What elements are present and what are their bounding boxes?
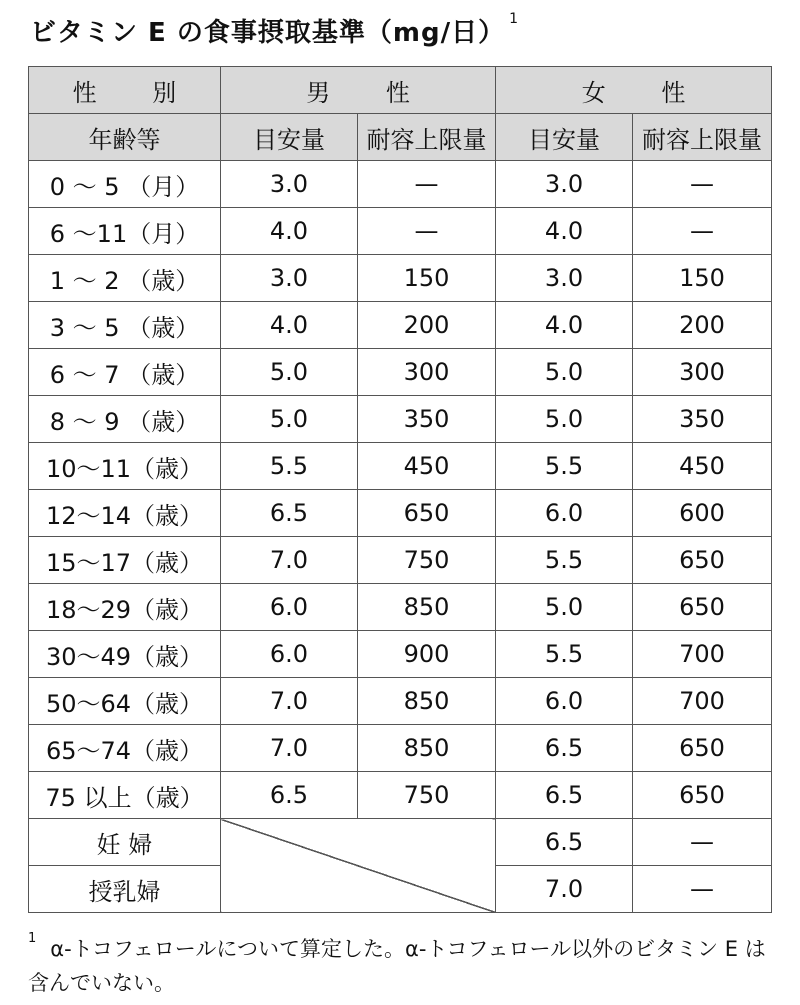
age-cell: 6 ～11（月） <box>29 208 221 255</box>
male-adequate-cell: 3.0 <box>221 161 358 208</box>
female-adequate-cell: 6.5 <box>496 725 633 772</box>
male-upper-cell: 750 <box>358 772 496 819</box>
table-row <box>29 255 772 302</box>
page-title <box>30 12 519 49</box>
male-adequate-cell: 7.0 <box>221 537 358 584</box>
age-cell: 授乳婦 <box>29 866 221 913</box>
female-adequate-cell: 5.5 <box>496 443 633 490</box>
title-text: ビタミン E の食事摂取基準（mg/日） <box>30 18 506 48</box>
table-row <box>29 819 772 866</box>
male-adequate-cell: 4.0 <box>221 208 358 255</box>
age-cell: 10～11（歳） <box>29 443 221 490</box>
female-upper-cell: — <box>633 819 772 866</box>
female-upper-cell: 650 <box>633 537 772 584</box>
table-row <box>29 302 772 349</box>
male-upper-cell: 450 <box>358 443 496 490</box>
female-adequate-cell: 3.0 <box>496 255 633 302</box>
female-upper-cell: — <box>633 208 772 255</box>
table-row <box>29 161 772 208</box>
header-row-sex <box>29 67 772 114</box>
female-adequate-cell: 3.0 <box>496 161 633 208</box>
male-adequate-cell: 7.0 <box>221 725 358 772</box>
table-row <box>29 678 772 725</box>
female-upper-cell: 200 <box>633 302 772 349</box>
male-adequate-cell: 3.0 <box>221 255 358 302</box>
male-adequate-cell: 6.5 <box>221 490 358 537</box>
male-upper-cell: 350 <box>358 396 496 443</box>
female-adequate-cell: 4.0 <box>496 302 633 349</box>
footnote-text: α-トコフェロールについて算定した。α-トコフェロール以外のビタミン E は含んでいない。 <box>28 937 766 995</box>
female-upper-cell: 700 <box>633 631 772 678</box>
male-upper-cell: — <box>358 208 496 255</box>
female-upper-cell: 350 <box>633 396 772 443</box>
table-row <box>29 208 772 255</box>
age-cell: 30～49（歳） <box>29 631 221 678</box>
female-adequate-cell: 4.0 <box>496 208 633 255</box>
age-cell: 15～17（歳） <box>29 537 221 584</box>
footnote <box>28 928 778 1000</box>
header-male-adequate: 目安量 <box>221 114 358 161</box>
female-adequate-cell: 5.0 <box>496 584 633 631</box>
female-upper-cell: — <box>633 161 772 208</box>
header-female-adequate: 目安量 <box>496 114 633 161</box>
female-adequate-cell: 5.5 <box>496 537 633 584</box>
male-upper-cell: 150 <box>358 255 496 302</box>
male-upper-cell: 300 <box>358 349 496 396</box>
footnote-marker: 1 <box>28 931 37 946</box>
age-cell: 12～14（歳） <box>29 490 221 537</box>
not-applicable-diagonal-cell <box>221 819 496 913</box>
male-adequate-cell: 6.0 <box>221 584 358 631</box>
table-row <box>29 631 772 678</box>
table-row <box>29 584 772 631</box>
male-adequate-cell: 6.0 <box>221 631 358 678</box>
male-upper-cell: 850 <box>358 584 496 631</box>
male-upper-cell: 650 <box>358 490 496 537</box>
table-row <box>29 725 772 772</box>
table-row <box>29 349 772 396</box>
male-upper-cell: 900 <box>358 631 496 678</box>
table-row <box>29 396 772 443</box>
table-row <box>29 490 772 537</box>
female-upper-cell: 150 <box>633 255 772 302</box>
female-adequate-cell: 5.5 <box>496 631 633 678</box>
female-adequate-cell: 6.5 <box>496 819 633 866</box>
header-row-measures <box>29 114 772 161</box>
age-cell: 65～74（歳） <box>29 725 221 772</box>
male-adequate-cell: 5.0 <box>221 396 358 443</box>
table-row <box>29 443 772 490</box>
male-adequate-cell: 5.5 <box>221 443 358 490</box>
male-upper-cell: 750 <box>358 537 496 584</box>
header-sex: 性 別 <box>29 67 221 114</box>
male-adequate-cell: 7.0 <box>221 678 358 725</box>
vitamin-e-intake-table <box>28 66 772 913</box>
female-adequate-cell: 6.0 <box>496 678 633 725</box>
female-adequate-cell: 5.0 <box>496 396 633 443</box>
female-upper-cell: 450 <box>633 443 772 490</box>
female-upper-cell: 650 <box>633 772 772 819</box>
age-cell: 8 ～ 9 （歳） <box>29 396 221 443</box>
female-upper-cell: 600 <box>633 490 772 537</box>
header-age: 年齢等 <box>29 114 221 161</box>
age-cell: 6 ～ 7 （歳） <box>29 349 221 396</box>
male-upper-cell: — <box>358 161 496 208</box>
age-cell: 0 ～ 5 （月） <box>29 161 221 208</box>
male-upper-cell: 850 <box>358 725 496 772</box>
male-upper-cell: 200 <box>358 302 496 349</box>
table-row <box>29 772 772 819</box>
age-cell: 18～29（歳） <box>29 584 221 631</box>
age-cell: 50～64（歳） <box>29 678 221 725</box>
female-upper-cell: 650 <box>633 725 772 772</box>
title-footnote-marker: 1 <box>509 11 519 28</box>
male-upper-cell: 850 <box>358 678 496 725</box>
header-male: 男 性 <box>221 67 496 114</box>
age-cell: 3 ～ 5 （歳） <box>29 302 221 349</box>
female-upper-cell: 700 <box>633 678 772 725</box>
header-female-upper: 耐容上限量 <box>633 114 772 161</box>
female-upper-cell: 650 <box>633 584 772 631</box>
header-female: 女 性 <box>496 67 772 114</box>
female-upper-cell: — <box>633 866 772 913</box>
female-adequate-cell: 6.5 <box>496 772 633 819</box>
female-adequate-cell: 6.0 <box>496 490 633 537</box>
age-cell: 75 以上（歳） <box>29 772 221 819</box>
table-row <box>29 537 772 584</box>
female-adequate-cell: 7.0 <box>496 866 633 913</box>
age-cell: 妊 婦 <box>29 819 221 866</box>
female-adequate-cell: 5.0 <box>496 349 633 396</box>
male-adequate-cell: 6.5 <box>221 772 358 819</box>
age-cell: 1 ～ 2 （歳） <box>29 255 221 302</box>
header-male-upper: 耐容上限量 <box>358 114 496 161</box>
female-upper-cell: 300 <box>633 349 772 396</box>
male-adequate-cell: 4.0 <box>221 302 358 349</box>
male-adequate-cell: 5.0 <box>221 349 358 396</box>
